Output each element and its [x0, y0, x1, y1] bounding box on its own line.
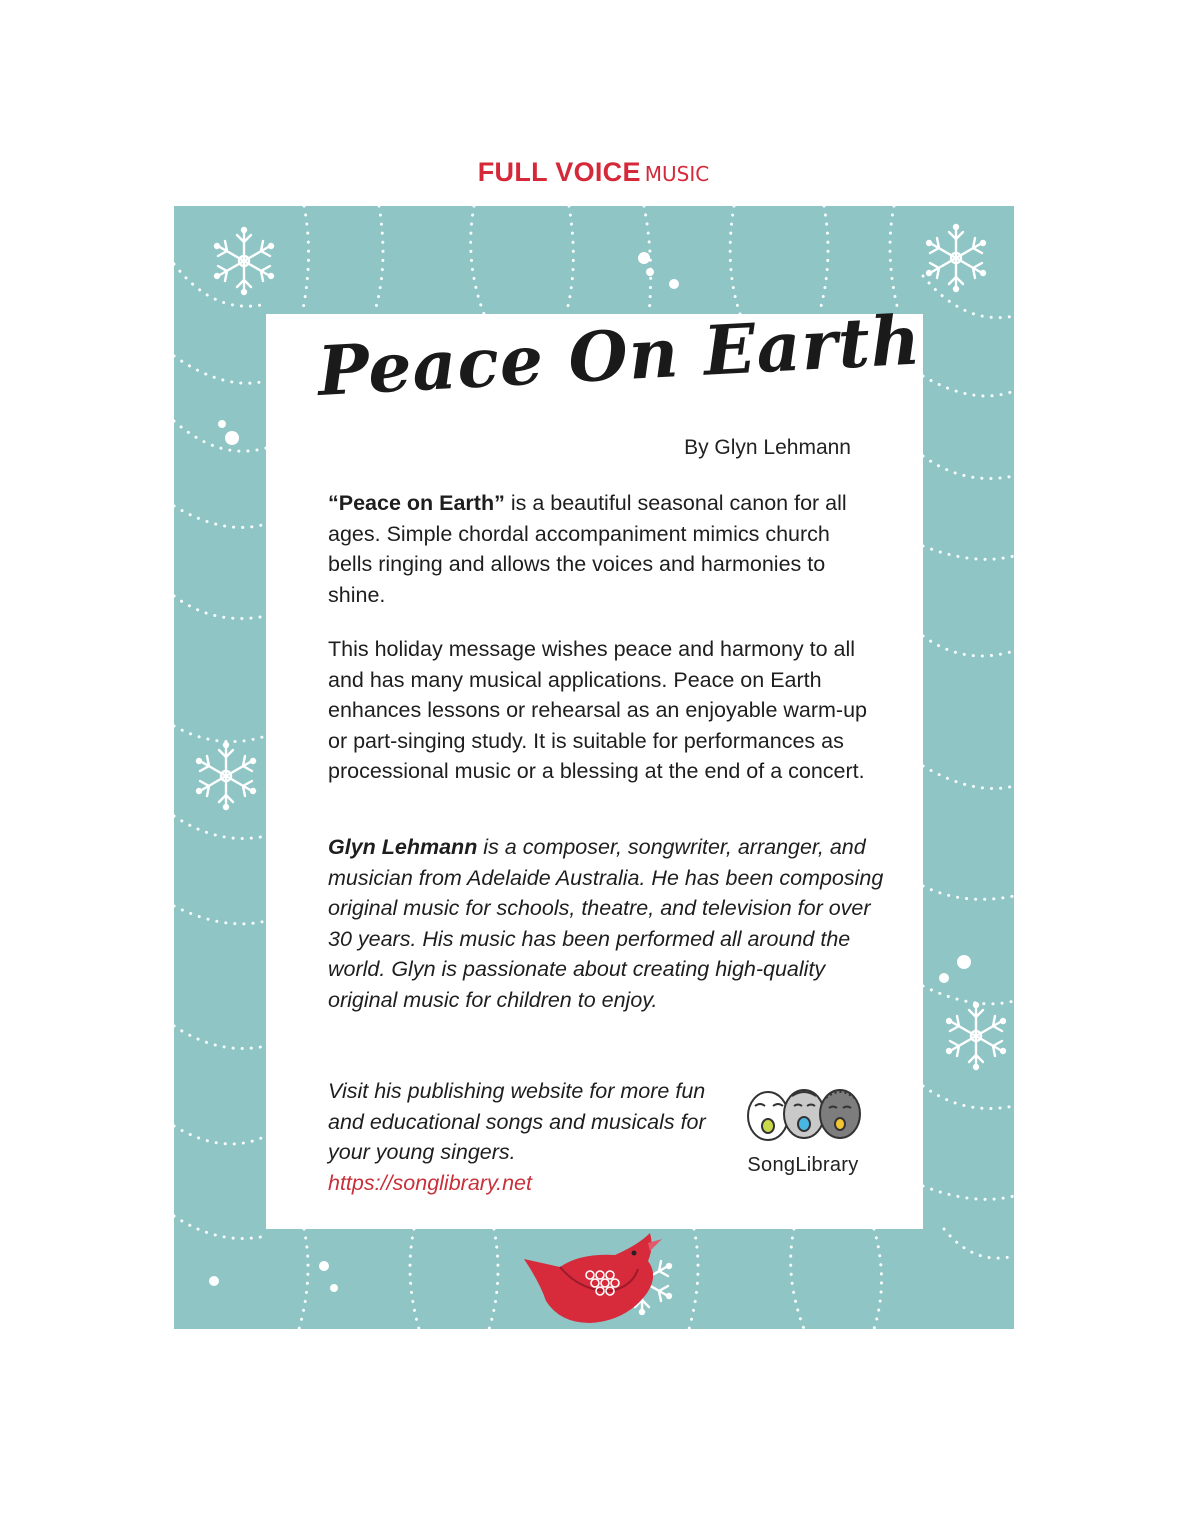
page-title: Peace On Earth: [315, 300, 924, 412]
applications-paragraph: This holiday message wishes peace and harmony to all and has many musical applications. Peace on Earth enhances lessons or rehearsal as an enjoyable warm-up or part-singing study. It is suitable for performances as processional music or a blessing at the end of a concert.: [328, 637, 868, 783]
songlibrary-logo: [728, 1084, 878, 1184]
brand-main: FULL VOICE: [477, 157, 641, 187]
red-bird-icon: [520, 1231, 670, 1329]
composer-bio-text: is a composer, songwriter, arranger, and musician from Adelaide Australia. He has been composing original music for schools, theatre, and television for over 30 years. His music has been performed all around the world. Glyn is passionate about creating high-quality original music for children to enjoy.: [328, 835, 884, 1012]
snowflake-icon: [947, 1003, 1005, 1069]
logo-text: SongLibrary: [747, 1154, 859, 1176]
description-text: is a beautiful seasonal canon for all ages. Simple chordal accompaniment mimics church bells ringing and allows the voices and harmonies to shine.: [328, 491, 847, 607]
song-title-emphasis: “Peace on Earth”: [328, 491, 505, 515]
composer-name: Glyn Lehmann: [328, 835, 478, 859]
snowflake-icon: [197, 743, 255, 809]
content-card: [266, 300, 924, 1229]
description-paragraph: [328, 488, 876, 610]
publisher-brand: [0, 157, 1187, 188]
snowflake-icon: [927, 225, 985, 291]
website-link[interactable]: https://songlibrary.net: [328, 1170, 532, 1195]
byline: By Glyn Lehmann: [684, 436, 851, 459]
composer-bio-paragraph: [328, 832, 888, 1015]
website-promo-text: Visit his publishing website for more fun and educational songs and musicals for your young singers.: [328, 1079, 706, 1164]
snowflake-icon: [215, 228, 273, 294]
brand-sub: MUSIC: [644, 162, 710, 186]
singing-faces-icon: [728, 1084, 878, 1154]
poster: [174, 206, 1014, 1329]
website-promo: [328, 1076, 718, 1198]
